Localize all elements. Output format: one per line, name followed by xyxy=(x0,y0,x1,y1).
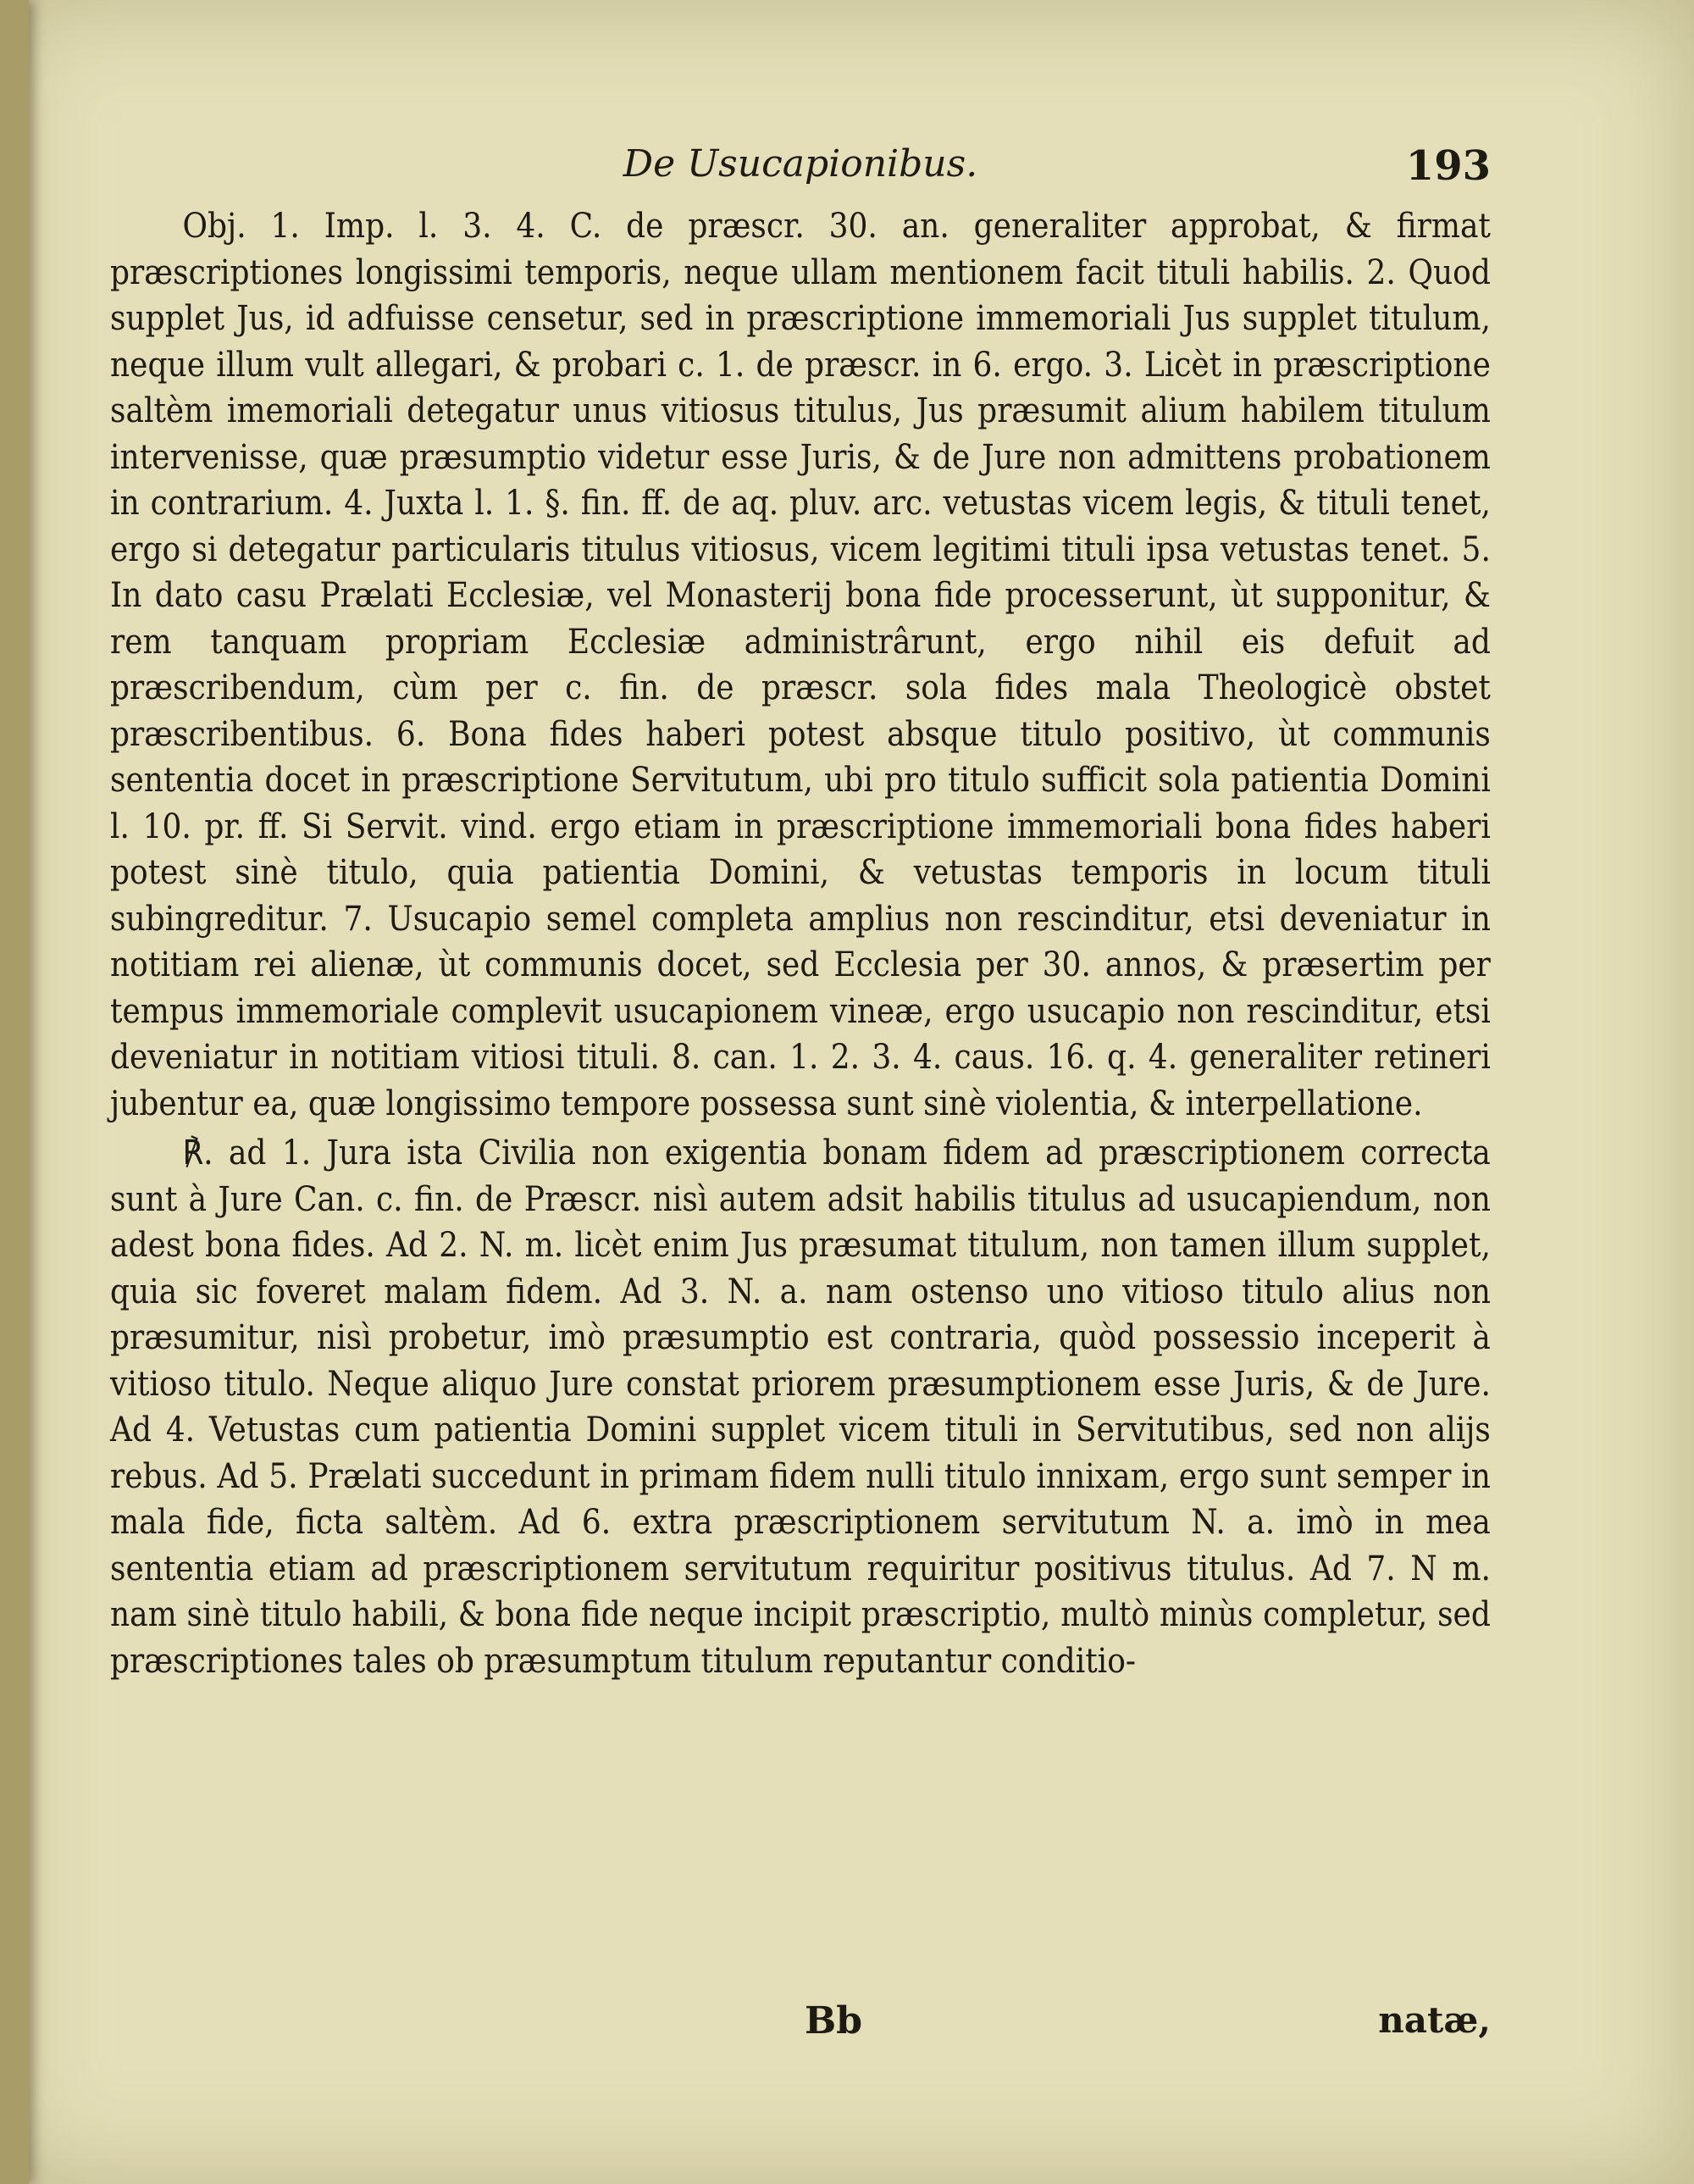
objections-paragraph: Obj. 1. Imp. l. 3. 4. C. de præscr. 30. an. generaliter approbat, & firmat præscriptiones longissimi temporis, neque ullam mentionem facit tituli habilis. 2. Quod supplet Jus, id adfuisse censetur, sed in præscriptione immemoriali Jus supplet titulum, neque illum vult allegari, & probari c. 1. de præscr. in 6. ergo. 3. Licèt in præscriptione saltèm imemoriali detegatur unus vitiosus titulus, Jus præsumit alium habilem titulum intervenisse, quæ præsumptio videtur esse Juris, & de Jure non admittens probationem in contrarium. 4. Juxta l. 1. §. fin. ff. de aq. pluv. arc. vetustas vicem legis, & tituli tenet, ergo si detegatur particularis titulus vitiosus, vicem legitimi tituli ipsa vetustas tenet. 5. In dato casu Prælati Ecclesiæ, vel Monasterij bona fide processerunt, ùt supponitur, & rem tanquam propriam Ecclesiæ administrârunt, ergo nihil eis defuit ad præscribendum, cùm per c. fin. de præscr. sola fides mala Theologicè obstet præscribentibus. 6. Bona fides haberi potest absque titulo positivo, ùt communis sententia docet in præscriptione Servitutum, ubi pro titulo sufficit sola patientia Domini l. 10. pr. ff. Si Servit. vind. ergo etiam in præscriptione immemoriali bona fides haberi potest sinè titulo, quia patientia Domini, & vetustas temporis in locum tituli subingreditur. 7. Usucapio semel completa amplius non rescinditur, etsi deveniatur in notitiam rei alienæ, ùt communis docet, sed Ecclesia per 30. annos, & præsertim per tempus immemoriale complevit usucapionem vineæ, ergo usucapio non rescinditur, etsi deveniatur in notitiam vitiosi tituli. 8. can. 1. 2. 3. 4. caus. 16. q. 4. generaliter retineri jubentur ea, quæ longissimo tempore possessa sunt sinè violentia, & interpellatione. xyxy=(110,207,1491,1123)
page-header xyxy=(110,142,1491,202)
page-footer xyxy=(110,1999,1491,2050)
text-block xyxy=(110,203,1491,1684)
responses-paragraph: ℟. ad 1. Jura ista Civilia non exigentia bonam fidem ad præscriptionem correcta sunt à Jure Can. c. fin. de Præscr. nisì autem adsit habilis titulus ad usucapiendum, non adest bona fides. Ad 2. N. m. licèt enim Jus præsumat titulum, non tamen illum supplet, quia sic foveret malam fidem. Ad 3. N. a. nam ostenso uno vitioso titulo alius non præsumitur, nisì probetur, imò præsumptio est contraria, quòd possessio inceperit à vitioso titulo. Neque aliquo Jure constat priorem præsumptionem esse Juris, & de Jure. Ad 4. Vetustas cum patientia Domini supplet vicem tituli in Servitutibus, sed non alijs rebus. Ad 5. Prælati succedunt in primam fidem nulli titulo innixam, ergo sunt semper in mala fide, ficta saltèm. Ad 6. extra præscriptionem servitutum N. a. imò in mea sententia etiam ad præscriptionem servitutum requiritur positivus titulus. Ad 7. N m. nam sinè titulo habili, & bona fide neque incipit præscriptio, multò minùs completur, sed præscriptiones tales ob præsumptum titulum reputantur conditio- xyxy=(110,1134,1491,1681)
page-number: 193 xyxy=(1405,142,1491,190)
signature-mark: Bb xyxy=(805,1999,862,2043)
running-title: De Usucapionibus. xyxy=(623,142,978,186)
catchword: natæ, xyxy=(1378,1999,1491,2041)
binding-gutter xyxy=(0,0,29,2184)
